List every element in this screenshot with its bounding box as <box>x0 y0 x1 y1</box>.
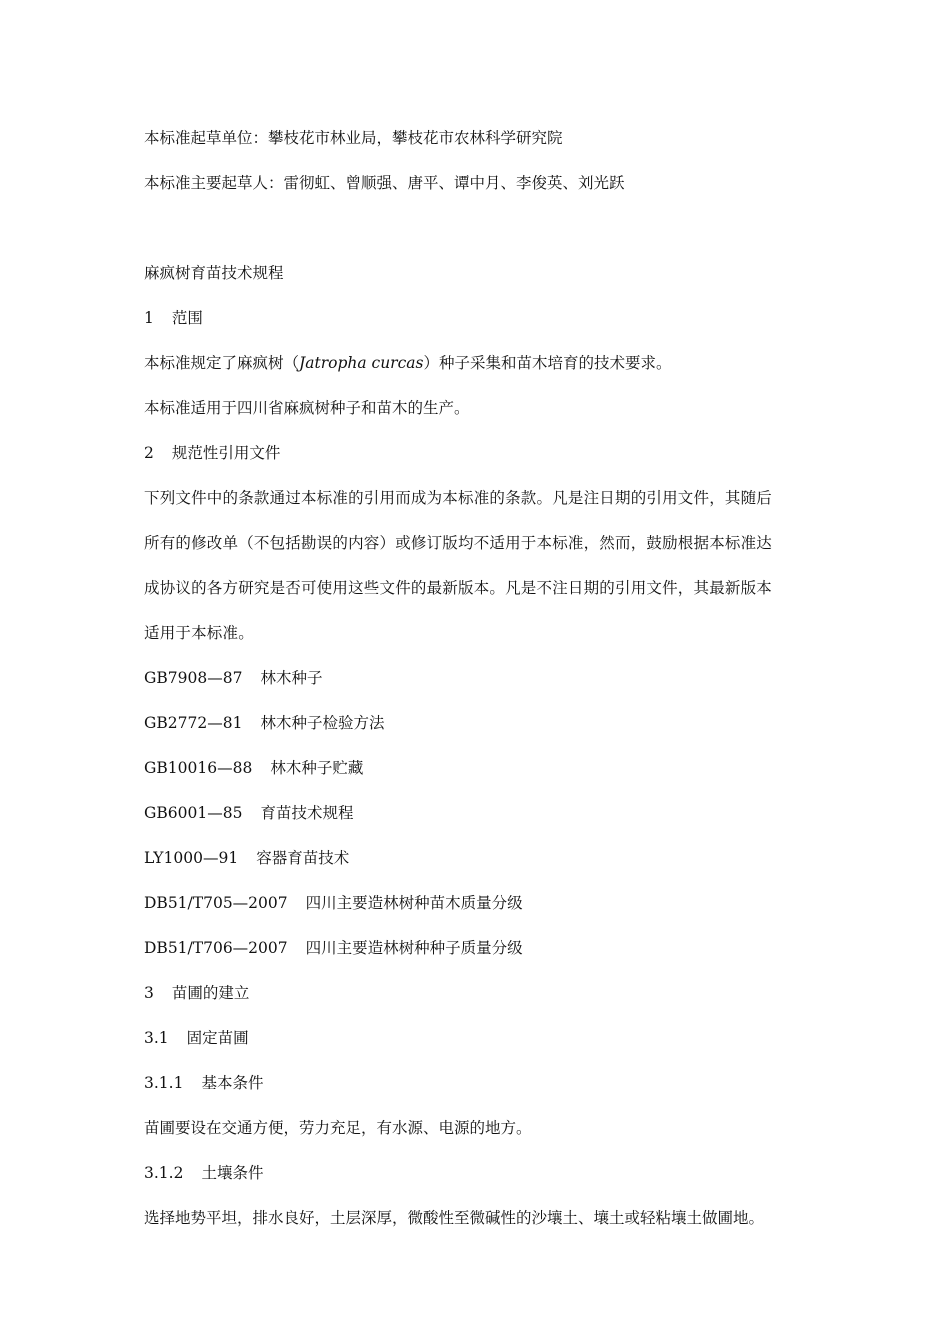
section-number: 3.1 <box>144 1029 169 1047</box>
document-page <box>144 124 816 1249</box>
section-2-heading <box>144 439 816 484</box>
reference-item <box>144 709 816 754</box>
section-number: 3.1.1 <box>144 1074 184 1092</box>
reference-item <box>144 844 816 889</box>
reference-code: GB10016—88 <box>144 759 253 777</box>
reference-code: GB7908—87 <box>144 669 243 687</box>
reference-code: LY1000—91 <box>144 849 239 867</box>
reference-item <box>144 664 816 709</box>
reference-code: GB2772—81 <box>144 714 243 732</box>
section-title: 苗圃的建立 <box>171 984 250 1002</box>
scope-text-post: ）种子采集和苗木培育的技术要求。 <box>423 354 672 372</box>
basic-conditions-text: 苗圃要设在交通方便，劳力充足，有水源、电源的地方。 <box>144 1119 532 1137</box>
species-latin-name: Jatropha curcas <box>299 354 424 372</box>
drafting-units: 本标准起草单位：攀枝花市林业局，攀枝花市农林科学研究院 <box>144 129 563 147</box>
main-drafters: 本标准主要起草人：雷彻虹、曾顺强、唐平、谭中月、李俊英、刘光跃 <box>144 174 625 192</box>
paragraph-line: 适用于本标准。 <box>144 624 254 642</box>
reference-item <box>144 799 816 844</box>
reference-title: 四川主要造林树种苗木质量分级 <box>305 894 523 912</box>
section-title: 范围 <box>171 309 203 327</box>
paragraph-line: 成协议的各方研究是否可使用这些文件的最新版本。凡是不注日期的引用文件，其最新版本 <box>144 579 773 597</box>
applicability-statement: 本标准适用于四川省麻疯树种子和苗木的生产。 <box>144 399 470 417</box>
section-number: 1 <box>144 309 154 327</box>
normative-references-paragraph <box>144 484 816 664</box>
subsection-3-1-heading <box>144 1024 816 1069</box>
reference-title: 容器育苗技术 <box>256 849 350 867</box>
section-1-heading <box>144 304 816 349</box>
reference-title: 林木种子 <box>260 669 323 687</box>
reference-item <box>144 889 816 934</box>
paragraph-line: 下列文件中的条款通过本标准的引用而成为本标准的条款。凡是注日期的引用文件，其随后 <box>144 489 773 507</box>
scope-text-pre: 本标准规定了麻疯树（ <box>144 354 300 372</box>
section-number: 2 <box>144 444 154 462</box>
reference-title: 四川主要造林树种种子质量分级 <box>305 939 523 957</box>
section-title: 土壤条件 <box>201 1164 264 1182</box>
reference-item <box>144 934 816 979</box>
reference-title: 育苗技术规程 <box>260 804 354 822</box>
section-number: 3 <box>144 984 154 1002</box>
reference-title: 林木种子贮藏 <box>270 759 364 777</box>
section-title: 基本条件 <box>201 1074 264 1092</box>
reference-code: GB6001—85 <box>144 804 243 822</box>
reference-item <box>144 754 816 799</box>
subsection-3-1-2-heading <box>144 1159 816 1204</box>
section-3-heading <box>144 979 816 1024</box>
reference-code: DB51/T705—2007 <box>144 894 288 912</box>
document-title: 麻疯树育苗技术规程 <box>144 264 284 282</box>
scope-statement <box>144 349 816 394</box>
paragraph-line: 所有的修改单（不包括勘误的内容）或修订版均不适用于本标准，然而，鼓励根据本标准达 <box>144 534 773 552</box>
reference-code: DB51/T706—2007 <box>144 939 288 957</box>
reference-title: 林木种子检验方法 <box>260 714 385 732</box>
section-number: 3.1.2 <box>144 1164 184 1182</box>
subsection-3-1-1-heading <box>144 1069 816 1114</box>
soil-conditions-text: 选择地势平坦，排水良好，土层深厚，微酸性至微碱性的沙壤土、壤土或轻粘壤土做圃地。 <box>144 1209 765 1227</box>
section-title: 规范性引用文件 <box>171 444 281 462</box>
section-title: 固定苗圃 <box>186 1029 249 1047</box>
